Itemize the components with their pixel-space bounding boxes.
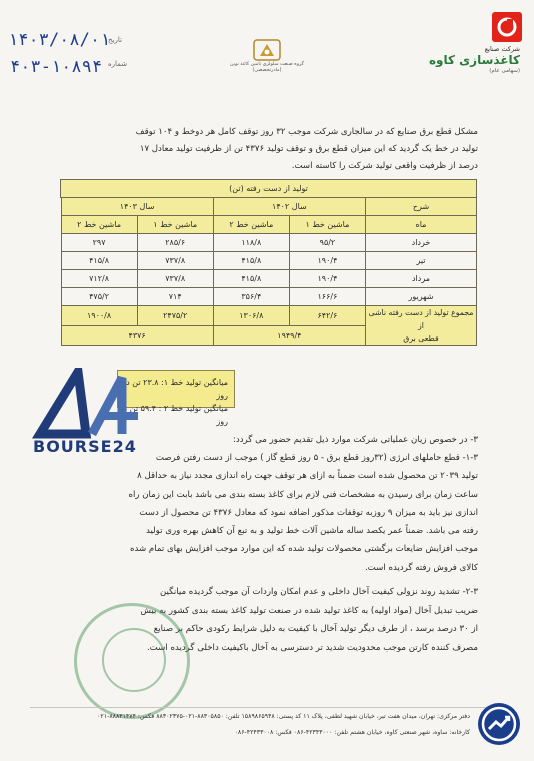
section-3: ۳- در خصوص زیان عملیاتی شرکت موارد ذیل تقدیم حضور می گردد:: [233, 435, 478, 445]
total-label: مجموع تولید از دست رفته ناشی از قطعی برق: [366, 306, 477, 346]
total-1402-line1: ۶۴۲/۶: [289, 306, 365, 326]
year-1403-header: سال ۱۴۰۳: [61, 198, 213, 216]
intro-paragraph: مشکل قطع برق صنایع که در سالجاری شرکت موجب ۳۲ روز توقف کامل هر دوخط و ۱۰۴ توقف تولید در خط یک گردید که این میزان قطع برق و توقف تولید ۴۳۷۶ تن از ظرفیت تولید معادل ۱۷ درصد از ظرفیت واقعی تولید شرکت را کاسته است.: [135, 127, 478, 171]
table-row: مرداد ۱۹۰/۴ ۴۱۵/۸ ۷۳۷/۸ ۷۱۲/۸: [61, 270, 477, 288]
stamp-inner-ring: [102, 628, 166, 692]
year-1402-header: سال ۱۴۰۲: [213, 198, 365, 216]
letter-number-handwritten: ۴۰۳-۱۰۸۹۴: [10, 57, 103, 77]
total-row: [61, 306, 477, 326]
total-1402-line2: ۱۳۰۶/۸: [213, 306, 289, 326]
col-1403-line1: ماشین خط ۱: [137, 216, 213, 234]
table-row: تیر ۱۹۰/۴ ۴۱۵/۸ ۷۳۷/۸ ۴۱۵/۸: [61, 252, 477, 270]
grand-total-1402: ۱۹۴۹/۴: [213, 326, 365, 346]
company-name: کاغذسازی کاوه: [428, 53, 520, 67]
section-3-1: ۱-۳- قطع حاملهای انرژی (۳۲روز قطع برق - ۵ روز قطع گاز ) موجب از دست رفتن فرصت تولید ۲۰۳۹ تن محصول شده است ضمناً به ازای هر توقف جهت راه اندازی مجدد نیاز به حداقل ۸ ساعت زمان برای رسیدن به مشخصات فنی لازم برای کاغذ بسته بندی می باشد بابت این زمان راه اندازی نیز باید به میزان ۹ روزبه توقفات مذکور اضافه نمود که معادل ۴۳۷۶ تن محصول از دست رفته می باشد. ضمناً عمر یکصد ساله ماشین آلات خط تولید و به تبع آن کاهش بهره وری تولید موجب افزایش ضایعات برگشتی محصولات تولید شده که این موارد موجب افزایش بهای تمام شده کالای فروش رفته گردیده است.: [128, 453, 478, 573]
col-1402-line2: ماشین خط ۲: [213, 216, 289, 234]
col-1403-line2: ماشین خط ۲: [61, 216, 137, 234]
company-subtitle: شرکت صنایع: [484, 45, 520, 53]
table-row: شهریور ۱۶۶/۶ ۳۵۶/۴ ۷۱۴ ۴۷۵/۲: [61, 288, 477, 306]
table-row: خرداد ۹۵/۲ ۱۱۸/۸ ۲۸۵/۶ ۲۹۷: [61, 234, 477, 252]
trend-badge-icon: [478, 703, 520, 745]
section-3-2: ۲-۳- تشدید روند نزولی کیفیت آخال داخلی و عدم امکان واردات آن موجب گردیده میانگین ضریب تبدیل آخال (مواد اولیه) به کاغذ تولید شده در صنعت تولید کاغذ بسته بندی کشور به بیش از ۳۰ درصد برسد ، از طرف دیگر تولید آخال با کیفیت به دلیل شرایط رکودی حاکم بر صنایع مصرف کننده کارتن موجب محدودیت شدید تر دسترسی به آخال باکیفیت داخلی گردیده است.: [140, 587, 478, 653]
footer-address-factory: کارخانه: ساوه، شهر صنعتی کاوه، خیابان هشتم تلفن: ۴۲۳۴۳۰۰۰-۰۸۶ فکس: ۴۲۴۳۳۰۰۸-۰۸۶: [234, 729, 470, 736]
month-header: ماه: [366, 216, 477, 234]
total-1403-line2: ۱۹۰۰/۸: [61, 306, 137, 326]
company-logo: [404, 12, 522, 74]
desc-header: شرح: [366, 198, 477, 216]
lost-production-table: [60, 179, 477, 346]
average-production-box: میانگین تولید خط ۱: ۲۳.۸ تن در روز میانگین تولید خط ۲ : ۵۹.۴ تن در روز: [117, 370, 235, 408]
date-handwritten: ۱۴۰۳/۰۸/۰۱: [8, 30, 111, 50]
col-1402-line1: ماشین خط ۱: [289, 216, 365, 234]
kaveh-logo-icon: [492, 12, 522, 42]
company-stamp-icon: [74, 603, 190, 719]
total-1403-line1: ۲۴۷۵/۲: [137, 306, 213, 326]
group-caption: گروه صنعت سلولزی تامین کاغذ نوین (مادرتخصصی): [230, 62, 304, 73]
company-type: (سهامی عام): [489, 68, 520, 74]
number-label: شماره: [108, 60, 128, 68]
date-label: تاریخ: [108, 36, 122, 44]
footer-address-office: دفتر مرکزی: تهران، میدان هفت تیر، خیابان شهید لطفی، پلاک ۱۱ کد پستی: ۱۵۸۹۸۶۵۹۴۸ تلفن: ۸۸۳۰۵۸۵۰-۰۲۱-۸۸۳۰۲۳۷۵ فکس: ۸۸۸۳۱۴۷۴-۰۲۱: [97, 713, 470, 720]
bourse24-watermark-text: BOURSE24: [33, 437, 137, 456]
grand-total-1403: ۴۳۷۶: [61, 326, 213, 346]
table-title: تولید از دست رفته (تن): [61, 180, 477, 198]
footer-divider: [30, 707, 504, 708]
